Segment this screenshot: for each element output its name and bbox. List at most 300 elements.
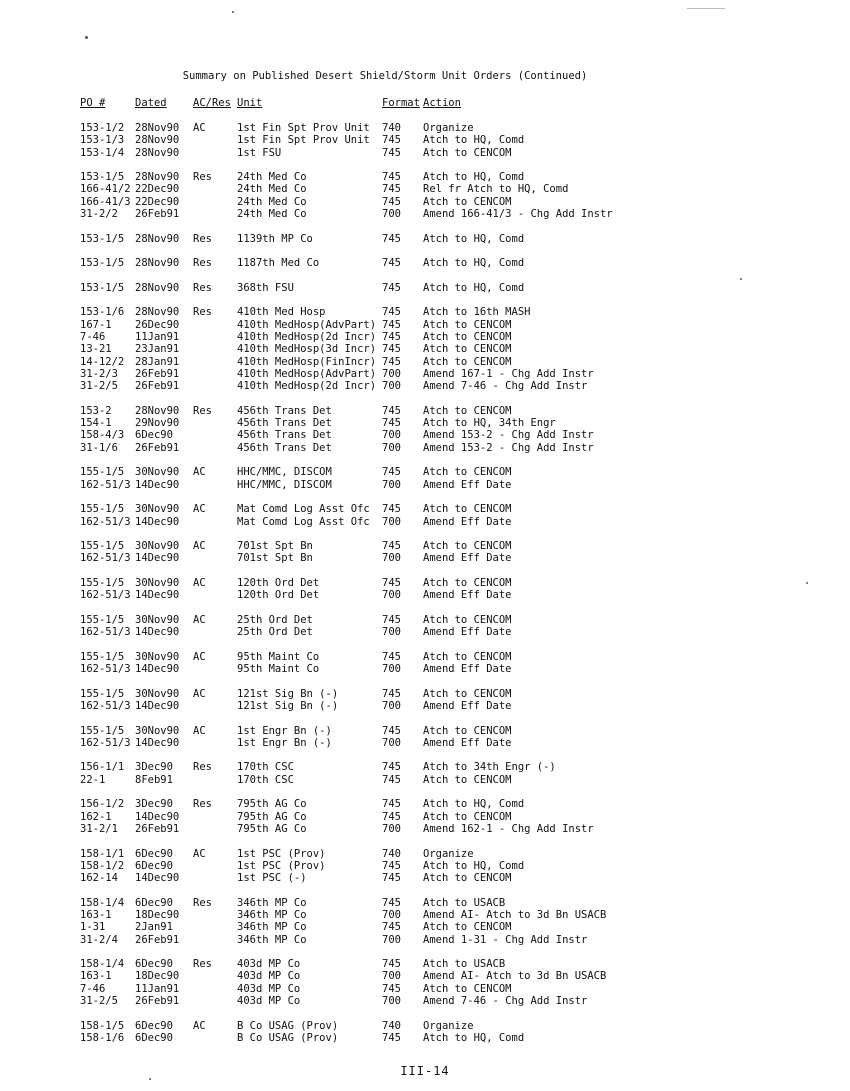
cell-acres: AC	[193, 847, 206, 860]
cell-dated: 6Dec90	[135, 847, 173, 860]
table-row	[80, 614, 700, 626]
cell-po: 153-1/3	[80, 134, 125, 147]
cell-dated: 11Jan91	[135, 982, 180, 995]
cell-po: 158-4/3	[80, 429, 125, 442]
cell-action: Amend 7-46 - Chg Add Instr	[423, 380, 588, 393]
cell-format: 700	[382, 626, 401, 639]
cell-dated: 6Dec90	[135, 958, 173, 971]
table-row	[80, 368, 700, 380]
cell-po: 155-1/5	[80, 503, 125, 516]
cell-acres: AC	[193, 724, 206, 737]
cell-dated: 2Jan91	[135, 921, 173, 934]
cell-unit: 24th Med Co	[237, 208, 307, 221]
cell-action: Amend 167-1 - Chg Add Instr	[423, 367, 594, 380]
cell-unit: 170th CSC	[237, 761, 294, 774]
cell-dated: 8Feb91	[135, 773, 173, 786]
table-row	[80, 577, 700, 589]
cell-dated: 14Dec90	[135, 552, 180, 565]
table-row	[80, 897, 700, 909]
cell-unit: 95th Maint Co	[237, 663, 320, 676]
cell-format: 745	[382, 576, 401, 589]
cell-unit: 410th MedHosp(2d Incr)	[237, 380, 377, 393]
cell-unit: 456th Trans Det	[237, 429, 332, 442]
cell-action: Organize	[423, 847, 474, 860]
cell-format: 745	[382, 503, 401, 516]
table-row	[80, 798, 700, 810]
table-row	[80, 183, 700, 195]
table-row	[80, 663, 700, 675]
table-row	[80, 983, 700, 995]
cell-action: Amend AI- Atch to 3d Bn USACB	[423, 909, 607, 921]
cell-unit: 24th Med Co	[237, 183, 307, 196]
cell-po: 162-51/3	[80, 736, 131, 749]
cell-unit: B Co USAG (Prov)	[237, 1031, 339, 1044]
cell-unit: Mat Comd Log Asst Ofc	[237, 503, 370, 516]
table-row	[80, 823, 700, 835]
cell-po: 31-2/2	[80, 208, 118, 221]
order-group	[80, 798, 700, 835]
cell-action: Atch to CENCOM	[423, 331, 512, 344]
cell-action: Amend 7-46 - Chg Add Instr	[423, 995, 588, 1008]
cell-dated: 14Dec90	[135, 515, 180, 528]
cell-action: Amend 166-41/3 - Chg Add Instr	[423, 208, 613, 221]
cell-action: Amend AI- Atch to 3d Bn USACB	[423, 970, 607, 983]
cell-dated: 6Dec90	[135, 1019, 173, 1032]
cell-dated: 14Dec90	[135, 478, 180, 491]
order-group	[80, 958, 700, 1007]
scan-speck	[149, 1078, 151, 1080]
cell-action: Atch to HQ, Comd	[423, 232, 525, 245]
cell-action: Atch to CENCOM	[423, 404, 512, 417]
cell-dated: 28Nov90	[135, 171, 180, 184]
cell-format: 745	[382, 761, 401, 774]
cell-action: Amend Eff Date	[423, 699, 512, 712]
cell-format: 745	[382, 417, 401, 430]
cell-dated: 30Nov90	[135, 576, 180, 589]
cell-po: 31-2/4	[80, 933, 118, 946]
table-row	[80, 921, 700, 933]
cell-dated: 28Nov90	[135, 306, 180, 319]
cell-format: 745	[382, 798, 401, 811]
order-group	[80, 848, 700, 885]
cell-po: 158-1/5	[80, 1019, 125, 1032]
cell-dated: 28Nov90	[135, 134, 180, 147]
cell-format: 745	[382, 343, 401, 356]
cell-dated: 26Feb91	[135, 995, 180, 1008]
order-group	[80, 282, 700, 294]
cell-po: 155-1/5	[80, 540, 125, 553]
cell-dated: 3Dec90	[135, 761, 173, 774]
cell-unit: 795th AG Co	[237, 798, 307, 811]
cell-format: 700	[382, 663, 401, 676]
cell-dated: 28Nov90	[135, 232, 180, 245]
cell-dated: 14Dec90	[135, 736, 180, 749]
cell-dated: 29Nov90	[135, 417, 180, 430]
table-row	[80, 208, 700, 220]
cell-action: Atch to HQ, Comd	[423, 1031, 525, 1044]
table-row	[80, 306, 700, 318]
cell-dated: 30Nov90	[135, 687, 180, 700]
cell-dated: 14Dec90	[135, 663, 180, 676]
cell-format: 745	[382, 773, 401, 786]
cell-format: 745	[382, 404, 401, 417]
cell-action: Organize	[423, 122, 474, 134]
scan-speck	[232, 11, 234, 13]
order-group	[80, 466, 700, 491]
cell-action: Amend Eff Date	[423, 589, 512, 602]
table-row	[80, 934, 700, 946]
cell-format: 745	[382, 306, 401, 319]
table-row	[80, 233, 700, 245]
cell-po: 31-1/6	[80, 441, 118, 454]
cell-format: 745	[382, 331, 401, 344]
order-group	[80, 614, 700, 639]
cell-format: 745	[382, 540, 401, 553]
cell-acres: AC	[193, 576, 206, 589]
table-row	[80, 540, 700, 552]
cell-po: 156-1/1	[80, 761, 125, 774]
cell-action: Atch to CENCOM	[423, 195, 512, 208]
cell-unit: 456th Trans Det	[237, 404, 332, 417]
table-row	[80, 356, 700, 368]
cell-format: 745	[382, 257, 401, 270]
cell-unit: 1st Engr Bn (-)	[237, 724, 332, 737]
cell-unit: 170th CSC	[237, 773, 294, 786]
cell-po: 158-1/4	[80, 896, 125, 909]
header-unit: Unit	[237, 97, 263, 109]
cell-unit: 25th Ord Det	[237, 613, 313, 626]
cell-acres: Res	[193, 281, 212, 294]
cell-format: 745	[382, 982, 401, 995]
page-number: III-14	[400, 1064, 450, 1078]
table-row	[80, 626, 700, 638]
cell-po: 166-41/3	[80, 195, 131, 208]
cell-po: 155-1/5	[80, 466, 125, 479]
table-row	[80, 331, 700, 343]
cell-format: 745	[382, 134, 401, 147]
cell-format: 745	[382, 613, 401, 626]
cell-format: 700	[382, 736, 401, 749]
cell-action: Atch to HQ, 34th Engr	[423, 417, 556, 430]
table-row	[80, 429, 700, 441]
cell-action: Amend Eff Date	[423, 736, 512, 749]
cell-format: 745	[382, 146, 401, 159]
cell-po: 13-21	[80, 343, 112, 356]
cell-po: 7-46	[80, 982, 106, 995]
cell-format: 745	[382, 921, 401, 934]
cell-unit: 1139th MP Co	[237, 232, 313, 245]
scan-speck	[740, 278, 742, 280]
table-row	[80, 282, 700, 294]
cell-dated: 14Dec90	[135, 810, 180, 823]
cell-unit: 1st PSC (Prov)	[237, 847, 326, 860]
cell-dated: 14Dec90	[135, 626, 180, 639]
cell-acres: AC	[193, 650, 206, 663]
cell-unit: 410th MedHosp(3d Incr)	[237, 343, 377, 356]
cell-unit: 346th MP Co	[237, 921, 307, 934]
table-row	[80, 872, 700, 884]
cell-format: 745	[382, 466, 401, 479]
cell-action: Atch to HQ, Comd	[423, 798, 525, 811]
cell-acres: Res	[193, 232, 212, 245]
table-row	[80, 552, 700, 564]
cell-format: 745	[382, 232, 401, 245]
table-row	[80, 1020, 700, 1032]
cell-format: 745	[382, 687, 401, 700]
cell-unit: 795th AG Co	[237, 822, 307, 835]
cell-action: Atch to HQ, Comd	[423, 257, 525, 270]
cell-dated: 23Jan91	[135, 343, 180, 356]
cell-dated: 26Feb91	[135, 208, 180, 221]
cell-po: 155-1/5	[80, 613, 125, 626]
cell-unit: 410th Med Hosp	[237, 306, 326, 319]
order-group	[80, 171, 700, 220]
cell-format: 700	[382, 208, 401, 221]
table-row	[80, 958, 700, 970]
cell-acres: Res	[193, 404, 212, 417]
order-group	[80, 761, 700, 786]
cell-format: 740	[382, 1019, 401, 1032]
cell-unit: 25th Ord Det	[237, 626, 313, 639]
cell-unit: 795th AG Co	[237, 810, 307, 823]
cell-unit: 410th MedHosp(AdvPart)	[237, 367, 377, 380]
cell-dated: 30Nov90	[135, 613, 180, 626]
cell-action: Amend 1-31 - Chg Add Instr	[423, 933, 588, 946]
scan-speck	[85, 36, 88, 39]
cell-unit: 95th Maint Co	[237, 650, 320, 663]
orders-table	[80, 122, 700, 1057]
cell-po: 153-1/5	[80, 171, 125, 184]
cell-action: Amend Eff Date	[423, 663, 512, 676]
cell-acres: Res	[193, 257, 212, 270]
cell-po: 153-1/5	[80, 257, 125, 270]
cell-format: 700	[382, 699, 401, 712]
cell-unit: 1st Fin Spt Prov Unit	[237, 134, 370, 147]
order-group	[80, 405, 700, 454]
cell-unit: 24th Med Co	[237, 195, 307, 208]
cell-action: Atch to CENCOM	[423, 724, 512, 737]
cell-action: Atch to HQ, Comd	[423, 281, 525, 294]
cell-acres: Res	[193, 798, 212, 811]
cell-format: 745	[382, 318, 401, 331]
cell-format: 745	[382, 859, 401, 872]
table-row	[80, 725, 700, 737]
table-row	[80, 848, 700, 860]
table-row	[80, 479, 700, 491]
cell-format: 745	[382, 281, 401, 294]
cell-dated: 26Feb91	[135, 933, 180, 946]
cell-format: 740	[382, 122, 401, 134]
cell-dated: 28Nov90	[135, 146, 180, 159]
cell-unit: 456th Trans Det	[237, 417, 332, 430]
cell-dated: 6Dec90	[135, 429, 173, 442]
cell-dated: 28Nov90	[135, 281, 180, 294]
cell-format: 745	[382, 872, 401, 885]
cell-po: 155-1/5	[80, 650, 125, 663]
cell-action: Amend Eff Date	[423, 626, 512, 639]
cell-dated: 28Nov90	[135, 257, 180, 270]
cell-po: 22-1	[80, 773, 106, 786]
cell-dated: 30Nov90	[135, 650, 180, 663]
cell-dated: 28Jan91	[135, 355, 180, 368]
table-row	[80, 970, 700, 982]
cell-dated: 26Feb91	[135, 380, 180, 393]
cell-dated: 11Jan91	[135, 331, 180, 344]
cell-po: 31-2/5	[80, 995, 118, 1008]
cell-po: 162-51/3	[80, 699, 131, 712]
table-row	[80, 319, 700, 331]
table-row	[80, 442, 700, 454]
cell-acres: AC	[193, 613, 206, 626]
cell-unit: 1st FSU	[237, 146, 282, 159]
cell-format: 745	[382, 1031, 401, 1044]
order-group	[80, 1020, 700, 1045]
cell-action: Atch to HQ, Comd	[423, 134, 525, 147]
cell-format: 700	[382, 909, 401, 921]
cell-unit: 456th Trans Det	[237, 441, 332, 454]
table-row	[80, 171, 700, 183]
cell-po: 162-51/3	[80, 663, 131, 676]
table-row	[80, 516, 700, 528]
order-group	[80, 651, 700, 676]
cell-unit: 1st PSC (Prov)	[237, 859, 326, 872]
cell-po: 167-1	[80, 318, 112, 331]
cell-format: 745	[382, 810, 401, 823]
cell-format: 700	[382, 995, 401, 1008]
cell-unit: 346th MP Co	[237, 909, 307, 921]
cell-format: 745	[382, 355, 401, 368]
cell-unit: 403d MP Co	[237, 995, 301, 1008]
cell-po: 153-1/4	[80, 146, 125, 159]
cell-format: 745	[382, 171, 401, 184]
cell-unit: 410th MedHosp(2d Incr)	[237, 331, 377, 344]
cell-po: 153-1/6	[80, 306, 125, 319]
cell-action: Atch to CENCOM	[423, 466, 512, 479]
cell-unit: 346th MP Co	[237, 896, 307, 909]
cell-po: 162-1	[80, 810, 112, 823]
cell-dated: 28Nov90	[135, 122, 180, 134]
cell-format: 700	[382, 822, 401, 835]
table-row	[80, 122, 700, 134]
cell-unit: 403d MP Co	[237, 958, 301, 971]
cell-action: Atch to CENCOM	[423, 810, 512, 823]
cell-unit: 368th FSU	[237, 281, 294, 294]
cell-action: Atch to CENCOM	[423, 872, 512, 885]
table-row	[80, 589, 700, 601]
cell-action: Atch to HQ, Comd	[423, 859, 525, 872]
cell-po: 162-51/3	[80, 626, 131, 639]
cell-format: 700	[382, 441, 401, 454]
cell-dated: 26Feb91	[135, 441, 180, 454]
table-row	[80, 688, 700, 700]
cell-unit: 701st Spt Bn	[237, 540, 313, 553]
cell-po: 31-2/5	[80, 380, 118, 393]
cell-po: 155-1/5	[80, 687, 125, 700]
order-group	[80, 503, 700, 528]
table-header	[80, 97, 700, 111]
cell-action: Amend Eff Date	[423, 515, 512, 528]
cell-po: 158-1/1	[80, 847, 125, 860]
cell-action: Amend Eff Date	[423, 552, 512, 565]
cell-po: 7-46	[80, 331, 106, 344]
cell-dated: 6Dec90	[135, 859, 173, 872]
cell-po: 162-14	[80, 872, 118, 885]
cell-dated: 30Nov90	[135, 503, 180, 516]
cell-acres: AC	[193, 503, 206, 516]
cell-unit: HHC/MMC, DISCOM	[237, 466, 332, 479]
cell-dated: 14Dec90	[135, 699, 180, 712]
cell-action: Atch to CENCOM	[423, 982, 512, 995]
order-group	[80, 122, 700, 159]
cell-action: Atch to 34th Engr (-)	[423, 761, 556, 774]
cell-format: 745	[382, 650, 401, 663]
cell-format: 700	[382, 970, 401, 983]
table-row	[80, 380, 700, 392]
cell-po: 31-2/3	[80, 367, 118, 380]
table-row	[80, 995, 700, 1007]
order-group	[80, 540, 700, 565]
cell-unit: 24th Med Co	[237, 171, 307, 184]
cell-action: Atch to CENCOM	[423, 540, 512, 553]
cell-acres: AC	[193, 122, 206, 134]
table-row	[80, 860, 700, 872]
cell-unit: 1187th Med Co	[237, 257, 320, 270]
cell-po: 166-41/2	[80, 183, 131, 196]
cell-unit: 701st Spt Bn	[237, 552, 313, 565]
cell-format: 745	[382, 896, 401, 909]
header-format: Format	[382, 97, 420, 109]
cell-unit: B Co USAG (Prov)	[237, 1019, 339, 1032]
table-row	[80, 417, 700, 429]
cell-po: 158-1/2	[80, 859, 125, 872]
cell-action: Atch to USACB	[423, 958, 506, 971]
order-group	[80, 233, 700, 245]
cell-acres: Res	[193, 171, 212, 184]
table-row	[80, 651, 700, 663]
cell-dated: 26Feb91	[135, 822, 180, 835]
cell-dated: 22Dec90	[135, 183, 180, 196]
cell-action: Atch to CENCOM	[423, 613, 512, 626]
order-group	[80, 897, 700, 946]
cell-action: Atch to CENCOM	[423, 146, 512, 159]
cell-action: Amend 153-2 - Chg Add Instr	[423, 429, 594, 442]
table-row	[80, 1032, 700, 1044]
cell-action: Atch to CENCOM	[423, 687, 512, 700]
table-row	[80, 257, 700, 269]
cell-po: 163-1	[80, 909, 112, 921]
header-po: PO #	[80, 97, 106, 109]
order-group	[80, 306, 700, 392]
cell-unit: 410th MedHosp(FinIncr)	[237, 355, 377, 368]
cell-unit: 403d MP Co	[237, 982, 301, 995]
table-row	[80, 405, 700, 417]
cell-dated: 22Dec90	[135, 195, 180, 208]
cell-unit: HHC/MMC, DISCOM	[237, 478, 332, 491]
document-title: Summary on Published Desert Shield/Storm Unit Orders (Continued)	[182, 70, 588, 82]
cell-unit: 403d MP Co	[237, 970, 301, 983]
cell-action: Atch to CENCOM	[423, 318, 512, 331]
cell-action: Amend 162-1 - Chg Add Instr	[423, 822, 594, 835]
table-row	[80, 466, 700, 478]
cell-format: 700	[382, 478, 401, 491]
header-dated: Dated	[135, 97, 167, 109]
table-row	[80, 134, 700, 146]
cell-action: Amend Eff Date	[423, 478, 512, 491]
cell-action: Atch to CENCOM	[423, 773, 512, 786]
cell-dated: 30Nov90	[135, 466, 180, 479]
cell-po: 163-1	[80, 970, 112, 983]
table-row	[80, 147, 700, 159]
